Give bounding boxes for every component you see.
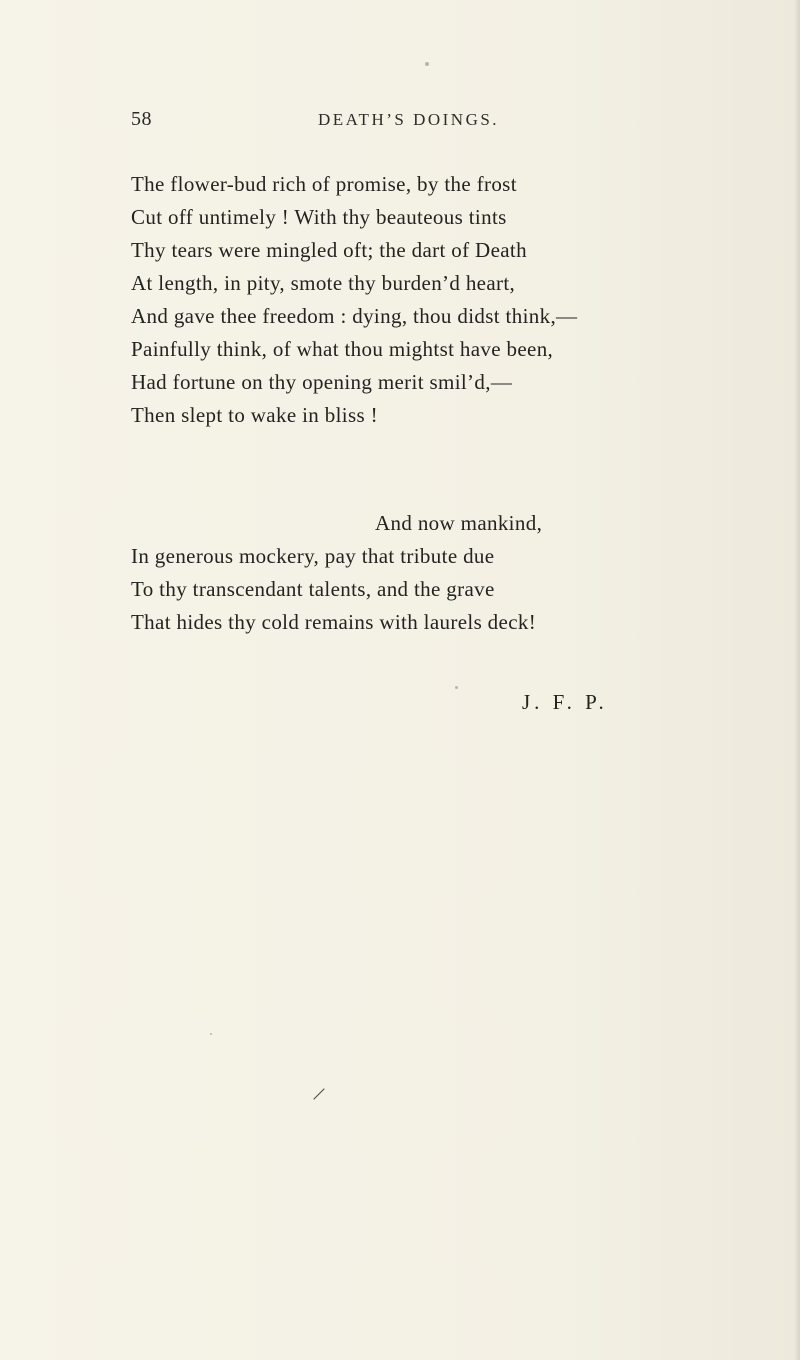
paper-speck — [455, 686, 458, 689]
paper-speck — [425, 62, 429, 66]
poem-line: That hides thy cold remains with laurels deck! — [131, 610, 537, 634]
author-initials: J. F. P. — [522, 690, 608, 714]
page-number: 58 — [131, 108, 152, 130]
poem-line: In generous mockery, pay that tribute due — [131, 544, 495, 568]
poem-line: Had fortune on thy opening merit smil’d,— — [131, 370, 513, 394]
page-edge-shadow — [794, 0, 800, 1360]
poem-line: Thy tears were mingled oft; the dart of Death — [131, 238, 527, 262]
poem-line: The flower-bud rich of promise, by the frost — [131, 172, 517, 196]
poem-line: To thy transcendant talents, and the grave — [131, 577, 495, 601]
poem-line: At length, in pity, smote thy burden’d heart, — [131, 271, 516, 295]
paper-speck — [210, 1033, 212, 1035]
poem-line: And gave thee freedom : dying, thou didst think,— — [131, 304, 578, 328]
pencil-mark-icon — [312, 1087, 326, 1101]
poem-line: Then slept to wake in bliss ! — [131, 403, 378, 427]
poem-line: And now mankind, — [375, 511, 543, 535]
running-head: DEATH’S DOINGS. — [318, 110, 500, 129]
poem-line: Cut off untimely ! With thy beauteous tints — [131, 205, 507, 229]
poem-line: Painfully think, of what thou mightst have been, — [131, 337, 554, 361]
page-header — [131, 108, 691, 138]
